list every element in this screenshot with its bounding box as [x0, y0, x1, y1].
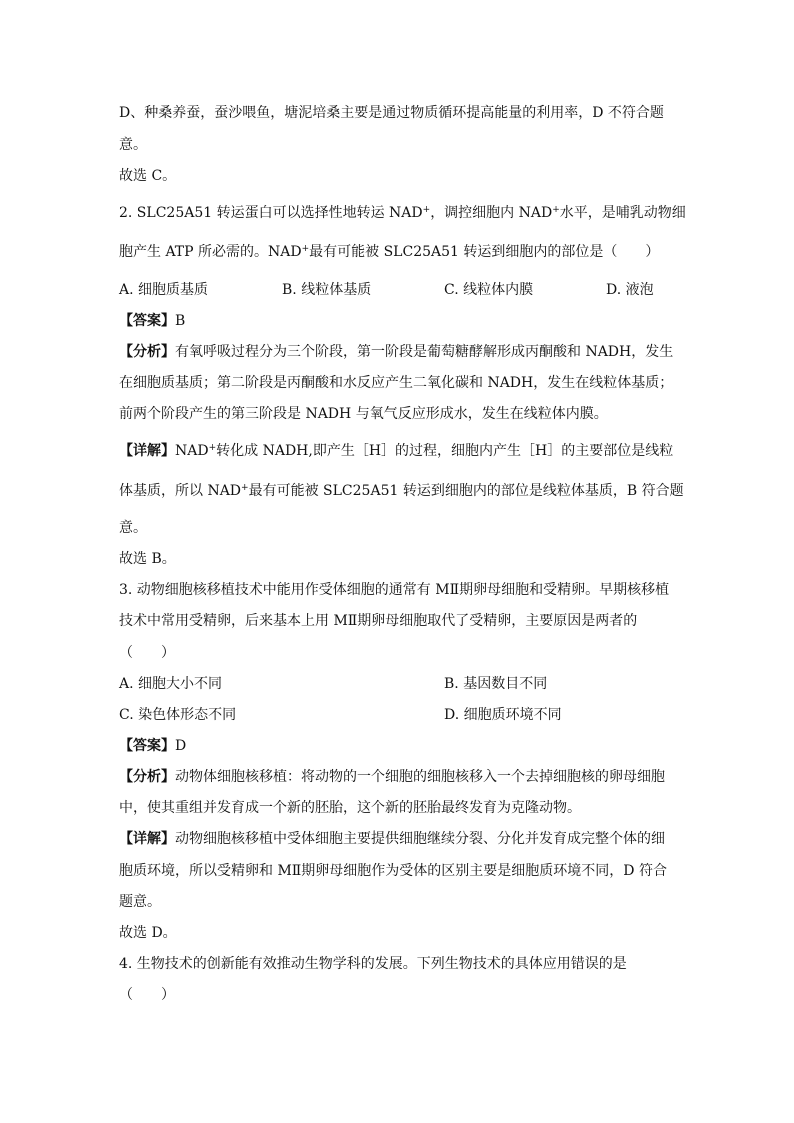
question-2-analysis-cont: 在细胞质基质；第二阶段是丙酮酸和水反应产生二氧化碳和 NADH，发生在线粒体基质； — [119, 375, 674, 391]
question-2-analysis-cont2: 前两个阶段产生的第三阶段是 NADH 与氧气反应形成水，发生在线粒体内膜。 — [119, 406, 608, 422]
question-3-analysis-cont: 中，使其重组并发育成一个新的胚胎，这个新的胚胎最终发育为克隆动物。 — [119, 800, 581, 816]
question-3-answer: 【答案】D — [119, 738, 187, 754]
question-2-detail-cont2: 意。 — [119, 520, 147, 536]
question-2-option-c: C. 线粒体内膜 — [444, 282, 534, 298]
choice-conclusion: 故选 C。 — [119, 168, 177, 184]
question-2-option-b: B. 线粒体基质 — [282, 282, 372, 298]
option-d-explanation: D、种桑养蚕，蚕沙喂鱼，塘泥培桑主要是通过物质循环提高能量的利用率，D 不符合题 — [119, 105, 664, 121]
question-3-detail-cont2: 题意。 — [119, 894, 161, 910]
question-3-detail: 【详解】动物细胞核移植中受体细胞主要提供细胞继续分裂、分化并发育成完整个体的细 — [119, 831, 665, 847]
question-3-option-d: D. 细胞质环境不同 — [444, 707, 562, 723]
question-2-answer: 【答案】B — [119, 313, 186, 329]
question-2-conclusion: 故选 B。 — [119, 551, 176, 567]
question-3-stem: 3. 动物细胞核移植技术中能用作受体细胞的通常有 MⅡ期卵母细胞和受精卵。早期核移植 — [119, 582, 670, 598]
option-d-explanation-cont: 意。 — [119, 137, 147, 153]
question-3-stem-cont: 技术中常用受精卵，后来基本上用 MⅡ期卵母细胞取代了受精卵，主要原因是两者的 — [119, 613, 638, 629]
question-3-option-a: A. 细胞大小不同 — [119, 676, 223, 692]
question-2-option-d: D. 液泡 — [606, 282, 654, 298]
question-2-stem: 2. SLC25A51 转运蛋白可以选择性地转运 NAD+，调控细胞内 NAD+水平，是哺乳动物细 — [119, 205, 686, 221]
question-3-detail-cont: 胞质环境，所以受精卵和 MⅡ期卵母细胞作为受体的区别主要是细胞质环境不同，D 符合 — [119, 863, 667, 879]
question-2-option-a: A. 细胞质基质 — [119, 282, 209, 298]
question-2-analysis: 【分析】有氧呼吸过程分为三个阶段，第一阶段是葡萄糖酵解形成丙酮酸和 NADH，发生 — [119, 344, 674, 360]
question-3-analysis: 【分析】动物体细胞核移植：将动物的一个细胞的细胞核移入一个去掉细胞核的卵母细胞 — [119, 769, 665, 785]
question-2-detail-cont: 体基质，所以 NAD+最有可能被 SLC25A51 转运到细胞内的部位是线粒体基质，B 符合题 — [119, 483, 684, 499]
question-3-conclusion: 故选 D。 — [119, 925, 177, 941]
question-2-detail: 【详解】NAD+转化成 NADH,即产生［H］的过程，细胞内产生［H］的主要部位是线粒 — [119, 443, 674, 459]
question-3-option-c: C. 染色体形态不同 — [119, 707, 237, 723]
question-3-option-b: B. 基因数目不同 — [444, 676, 548, 692]
question-4-stem-cont: （ ） — [119, 987, 175, 1003]
question-2-stem-cont: 胞产生 ATP 所必需的。NAD+最有可能被 SLC25A51 转运到细胞内的部位是（ ） — [119, 244, 660, 260]
question-4-stem: 4. 生物技术的创新能有效推动生物学科的发展。下列生物技术的具体应用错误的是 — [119, 956, 627, 972]
question-3-stem-cont2: （ ） — [119, 645, 175, 661]
